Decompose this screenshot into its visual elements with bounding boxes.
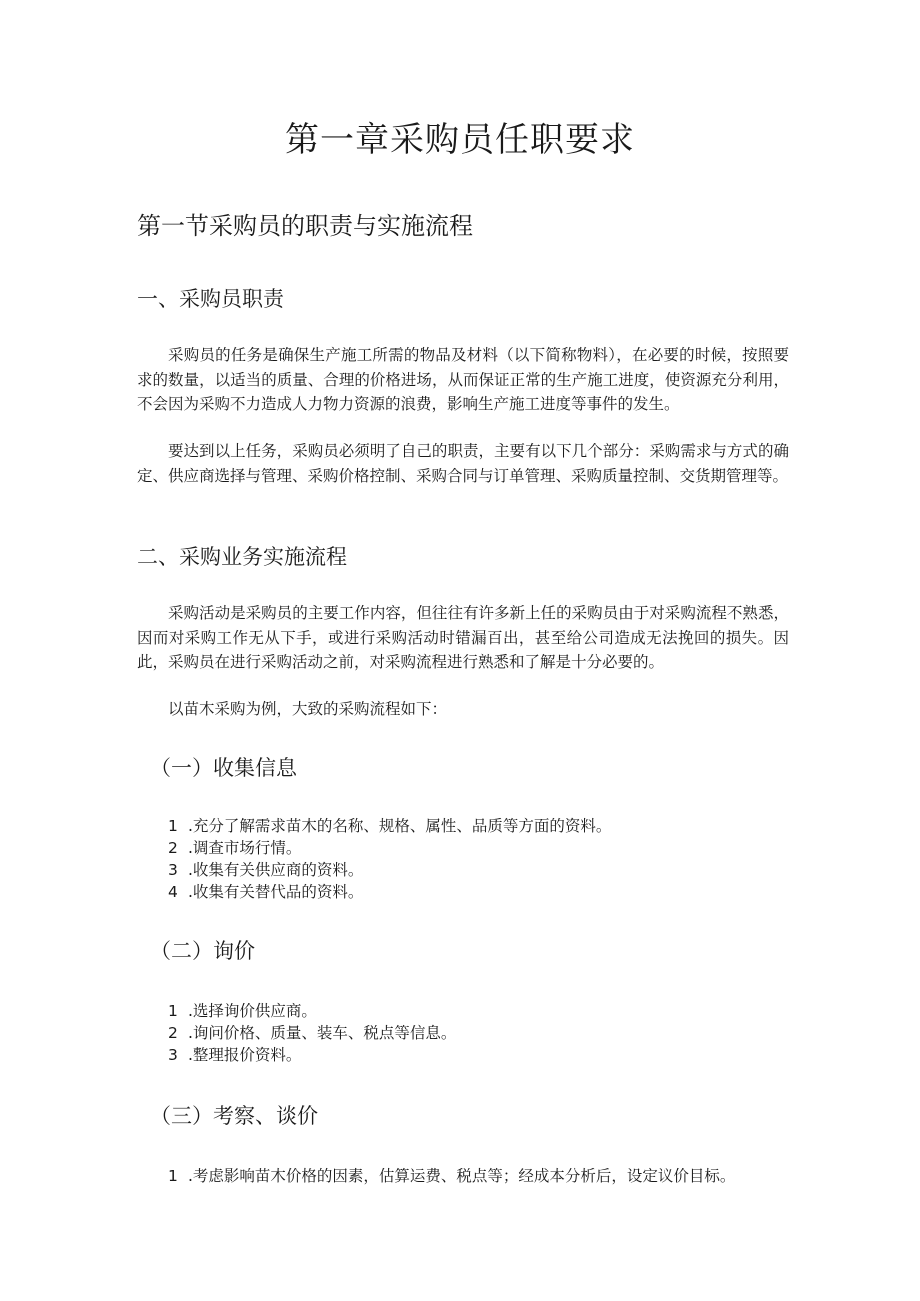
part1-paragraph-2: 要达到以上任务，采购员必须明了自己的职责，主要有以下几个部分：采购需求与方式的确定、供应商选择与管理、采购价格控制、采购合同与订单管理、采购质量控制、交货期管理等。 <box>137 442 789 485</box>
list-item-text: .充分了解需求苗木的名称、规格、属性、品质等方面的资料。 <box>188 817 612 835</box>
list-item <box>168 859 611 881</box>
list-item-text: .考虑影响苗木价格的因素，估算运费、税点等；经成本分析后，设定议价目标。 <box>188 1167 736 1185</box>
list-item-number: 1 <box>168 1002 178 1020</box>
step2-heading: （二）询价 <box>150 939 255 963</box>
list-item <box>168 881 611 903</box>
list-item-number: 3 <box>168 1046 178 1064</box>
step1-heading: （一）收集信息 <box>150 756 297 780</box>
list-item <box>168 815 611 837</box>
part1-heading: 一、采购员职责 <box>137 287 284 311</box>
chapter-title: 第一章采购员任职要求 <box>285 120 635 160</box>
list-item-number: 1 <box>168 817 178 835</box>
list-item-number: 2 <box>168 1024 178 1042</box>
list-item-text: .询问价格、质量、装车、税点等信息。 <box>188 1024 457 1042</box>
section-title: 第一节采购员的职责与实施流程 <box>137 212 473 240</box>
part2-paragraph-2: 以苗木采购为例，大致的采购流程如下： <box>168 700 448 718</box>
part2-paragraph-1: 采购活动是采购员的主要工作内容，但往往有许多新上任的采购员由于对采购流程不熟悉，因而对采购工作无从下手，或进行采购活动时错漏百出，甚至给公司造成无法挽回的损失。因此，采购员在进行采购活动之前，对采购流程进行熟悉和了解是十分必要的。 <box>137 604 789 671</box>
list-item-number: 1 <box>168 1167 178 1185</box>
part2-heading: 二、采购业务实施流程 <box>137 545 347 569</box>
step2-list <box>168 1000 456 1066</box>
list-item-number: 3 <box>168 861 178 879</box>
list-item-text: .收集有关替代品的资料。 <box>188 883 364 901</box>
part1-paragraph-1: 采购员的任务是确保生产施工所需的物品及材料（以下简称物料），在必要的时候，按照要求的数量，以适当的质量、合理的价格进场，从而保证正常的生产施工进度，使资源充分利用，不会因为采购不力造成人力物力资源的浪费，影响生产施工进度等事件的发生。 <box>137 346 789 413</box>
list-item <box>168 1044 456 1066</box>
list-item <box>168 1022 456 1044</box>
list-item-text: .选择询价供应商。 <box>188 1002 317 1020</box>
list-item <box>168 1165 735 1187</box>
list-item-text: .整理报价资料。 <box>188 1046 302 1064</box>
list-item-text: .调查市场行情。 <box>188 839 302 857</box>
list-item <box>168 837 611 859</box>
step3-heading: （三）考察、谈价 <box>150 1104 318 1128</box>
list-item <box>168 1000 456 1022</box>
list-item-text: .收集有关供应商的资料。 <box>188 861 364 879</box>
step1-list <box>168 815 611 903</box>
list-item-number: 2 <box>168 839 178 857</box>
step3-list <box>168 1165 735 1187</box>
list-item-number: 4 <box>168 883 178 901</box>
